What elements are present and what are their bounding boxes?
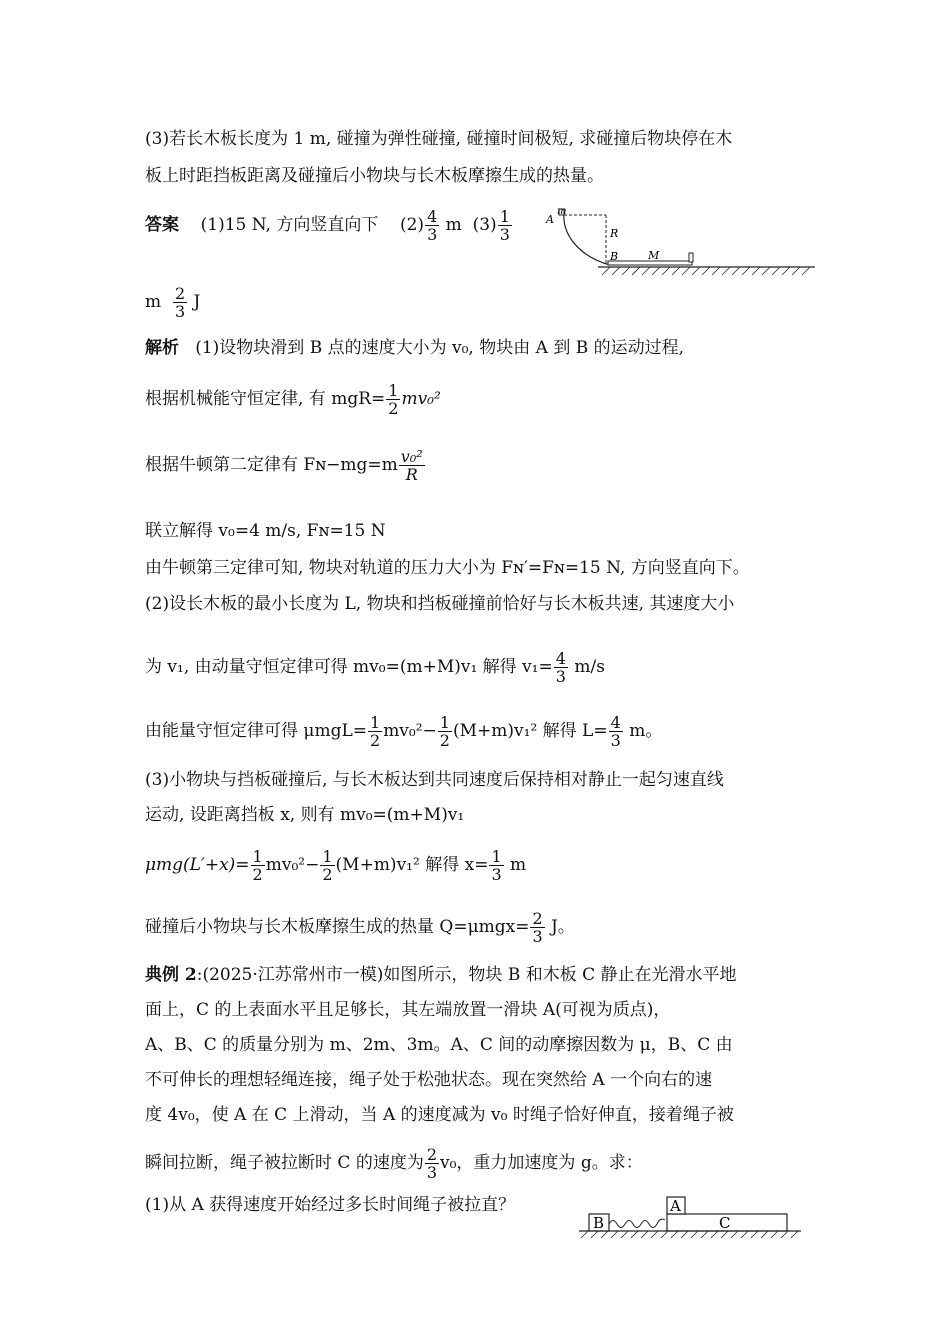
answer-part-3-prefix: (3) [472, 215, 497, 235]
analysis-line-4: 联立解得 v₀=4 m/s, Fɴ=15 N [145, 521, 386, 541]
figure-track-board [540, 205, 820, 285]
example2-line-2: 面上，C 的上表面水平且足够长，其左端放置一滑块 A(可视为质点)， [145, 1000, 671, 1020]
fig2-label-A: A [670, 1197, 681, 1215]
answer-part-1: (1)15 N, 方向竖直向下 [200, 215, 379, 235]
example2-line-5: 度 4v₀，使 A 在 C 上滑动，当 A 的速度减为 v₀ 时绳子恰好伸直，接着绳子被 [145, 1105, 734, 1125]
fig1-label-B: B [610, 250, 619, 263]
analysis-line-5: 由牛顿第三定律可知, 物块对轨道的压力大小为 Fɴ′=Fɴ=15 N, 方向竖直向下。 [145, 558, 750, 578]
answer-part-3-fraction: $\frac{1}{3}$ [499, 207, 510, 244]
fig1-label-R: R [610, 227, 619, 240]
example2-line-6: 瞬间拉断，绳子被拉断时 C 的速度为 $\frac{2}{3}$ v₀，重力加速度为 g。求： [145, 1145, 643, 1182]
answer-label: 答案 [145, 215, 179, 235]
analysis-line-9: (3)小物块与挡板碰撞后, 与长木板达到共同速度后保持相对静止一起匀速直线 [145, 770, 724, 790]
fig1-label-M: M [648, 249, 660, 262]
answer-part-2-fraction: $\frac{4}{3}$ [427, 207, 438, 244]
fig2-label-B: B [593, 1214, 605, 1232]
example2-line-3: A、B、C 的质量分别为 m、2m、3m。A、C 间的动摩擦因数为 μ，B、C 由 [145, 1035, 733, 1055]
fig1-label-A: A [546, 213, 554, 226]
analysis-label: 解析 [145, 338, 179, 358]
answer-line [145, 208, 513, 243]
figure-blocks-abc [575, 1192, 805, 1242]
analysis-line-12: 碰撞后小物块与长木板摩擦生成的热量 Q=μmgx= $\frac{2}{3}$ J。 [145, 909, 575, 946]
analysis-line-6: (2)设长木板的最小长度为 L, 物块和挡板碰撞前恰好与长木板共速, 其速度大小 [145, 594, 735, 614]
example2-line-4: 不可伸长的理想轻绳连接，绳子处于松弛状态。现在突然给 A 一个向右的速 [145, 1070, 713, 1090]
q3-line-2: 板上时距挡板距离及碰撞后小物块与长木板摩擦生成的热量。 [145, 166, 604, 186]
fig1-label-m: m [557, 206, 567, 217]
analysis-line-10: 运动, 设距离挡板 x, 则有 mv₀=(m+M)v₁ [145, 805, 465, 825]
analysis-line-7: 为 v₁, 由动量守恒定律可得 mv₀=(m+M)v₁ 解得 v₁= $\frac{4}{3}$ m/s [145, 649, 605, 686]
answer-cont-fraction: $\frac{2}{3}$ [174, 284, 186, 321]
answer-part-2-prefix: (2) [399, 215, 425, 235]
analysis-line-2: 根据机械能守恒定律, 有 mgR= $\frac{1}{2}$ mv₀² [145, 381, 441, 418]
analysis-line-8: 由能量守恒定律可得 μmgL= $\frac{1}{2}$ mv₀²− $\frac{1}{2}$ (M+m)v₁² 解得 L= $\frac{4}{3}$ m。 [145, 713, 663, 750]
example2-source: :(2025·江苏常州市一模) [196, 965, 384, 985]
analysis-line-11: μmg(L′+x)= $\frac{1}{2}$ mv₀²− $\frac{1}{2}$ (M+m)v₁² 解得 x= $\frac{1}{3}$ m [145, 847, 527, 884]
example2-label: 典例 2 [145, 965, 197, 985]
fig2-label-C: C [719, 1214, 731, 1232]
analysis-line-3: 根据牛顿第二定律有 Fɴ−mg=m $\frac{\text{v₀²}}{R}$ [145, 447, 423, 484]
example2-line-1: 典例 2:(2025·江苏常州市一模)如图所示，物块 B 和木板 C 静止在光滑水平地 [145, 965, 737, 985]
answer-part-2-unit: m [445, 215, 462, 235]
answer-continuation: m $\frac{2}{3}$ J [145, 284, 201, 321]
analysis-line-1: 解析 (1)设物块滑到 B 点的速度大小为 v₀, 物块由 A 到 B 的运动过程, [145, 338, 685, 358]
example2-question-1: (1)从 A 获得速度开始经过多长时间绳子被拉直？ [145, 1195, 516, 1215]
q3-line-1: (3)若长木板长度为 1 m, 碰撞为弹性碰撞, 碰撞时间极短, 求碰撞后物块停在木 [145, 129, 733, 149]
